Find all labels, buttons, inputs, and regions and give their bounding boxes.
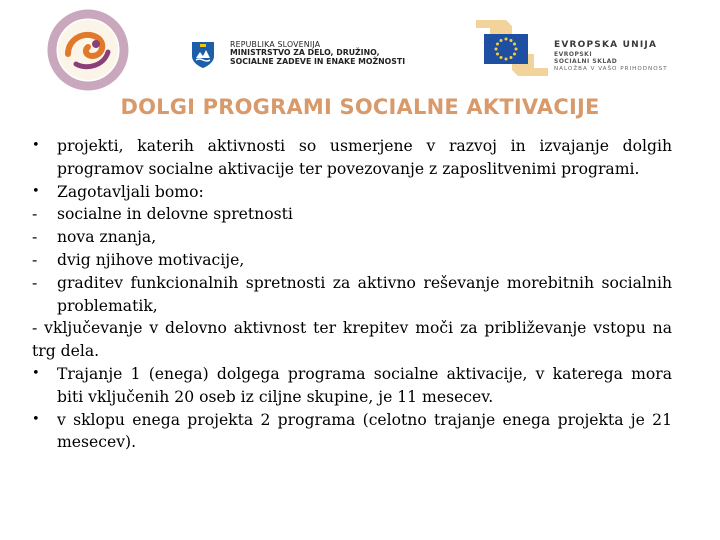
list-item <box>32 135 672 181</box>
ministry-logo <box>190 40 420 74</box>
list-item <box>32 181 672 204</box>
bullet-marker: • <box>32 411 40 427</box>
list-item <box>32 226 672 249</box>
dash-marker: - <box>32 205 38 224</box>
bullet-marker: • <box>32 138 40 153</box>
list-item <box>32 317 672 363</box>
list-item-text: - vključevanje v delovno aktivnost ter krepitev moči za približevanje vstopu na trg dela. <box>32 319 672 361</box>
eu-logo-line-3: SOCIALNI SKLAD <box>554 58 618 65</box>
eu-logo-line-2: EVROPSKI <box>554 51 593 58</box>
organisation-logo <box>46 8 130 92</box>
ministry-logo-line-1: REPUBLIKA SLOVENIJA <box>230 40 321 49</box>
ministry-logo-line-3: SOCIALNE ZADEVE IN ENAKE MOŽNOSTI <box>230 56 406 66</box>
dash-marker: - <box>32 228 38 247</box>
list-item <box>32 409 672 455</box>
list-item-text: nova znanja, <box>57 228 157 247</box>
eu-logo-line-1: EVROPSKA UNIJA <box>554 40 658 50</box>
list-item-text: projekti, katerih aktivnosti so usmerjene v razvoj in izvajanje dolgih programov socialne aktivacije ter povezovanje z zaposlitvenimi programi. <box>57 137 672 178</box>
list-item-text: socialne in delovne spretnosti <box>57 205 293 224</box>
eu-logo-line-4: NALOŽBA V VAŠO PRIHODNOST <box>554 66 668 72</box>
dash-marker: - <box>32 273 38 292</box>
list-item <box>32 203 672 226</box>
list-item-text: graditev funkcionalnih spretnosti za aktivno reševanje morebitnih socialnih problematik, <box>57 273 672 315</box>
list-item-text: dvig njihove motivacije, <box>57 250 245 269</box>
list-item <box>32 249 672 272</box>
bullet-marker: • <box>32 365 40 381</box>
list-item-text: v sklopu enega projekta 2 programa (celotno trajanje enega projekta je 21 mesecev). <box>57 410 672 452</box>
eu-social-fund-logo <box>476 20 676 76</box>
list-item <box>32 363 672 409</box>
content-list <box>32 135 672 454</box>
logo-strip <box>0 0 720 92</box>
page-title: DOLGI PROGRAMI SOCIALNE AKTIVACIJE <box>120 95 600 119</box>
bullet-marker: • <box>32 183 40 199</box>
ministry-logo-line-2: MINISTRSTVO ZA DELO, DRUŽINO, <box>230 48 380 58</box>
slovenia-crest-icon <box>190 40 216 70</box>
eu-flag-icon <box>476 20 548 76</box>
list-item-text: Zagotavljali bomo: <box>57 182 204 201</box>
list-item-text: Trajanje 1 (enega) dolgega programa socialne aktivacije, v katerega mora biti vključenih 20 oseb iz ciljne skupine, je 11 mesecev. <box>57 364 672 406</box>
list-item <box>32 272 672 318</box>
dash-marker: - <box>32 250 38 269</box>
